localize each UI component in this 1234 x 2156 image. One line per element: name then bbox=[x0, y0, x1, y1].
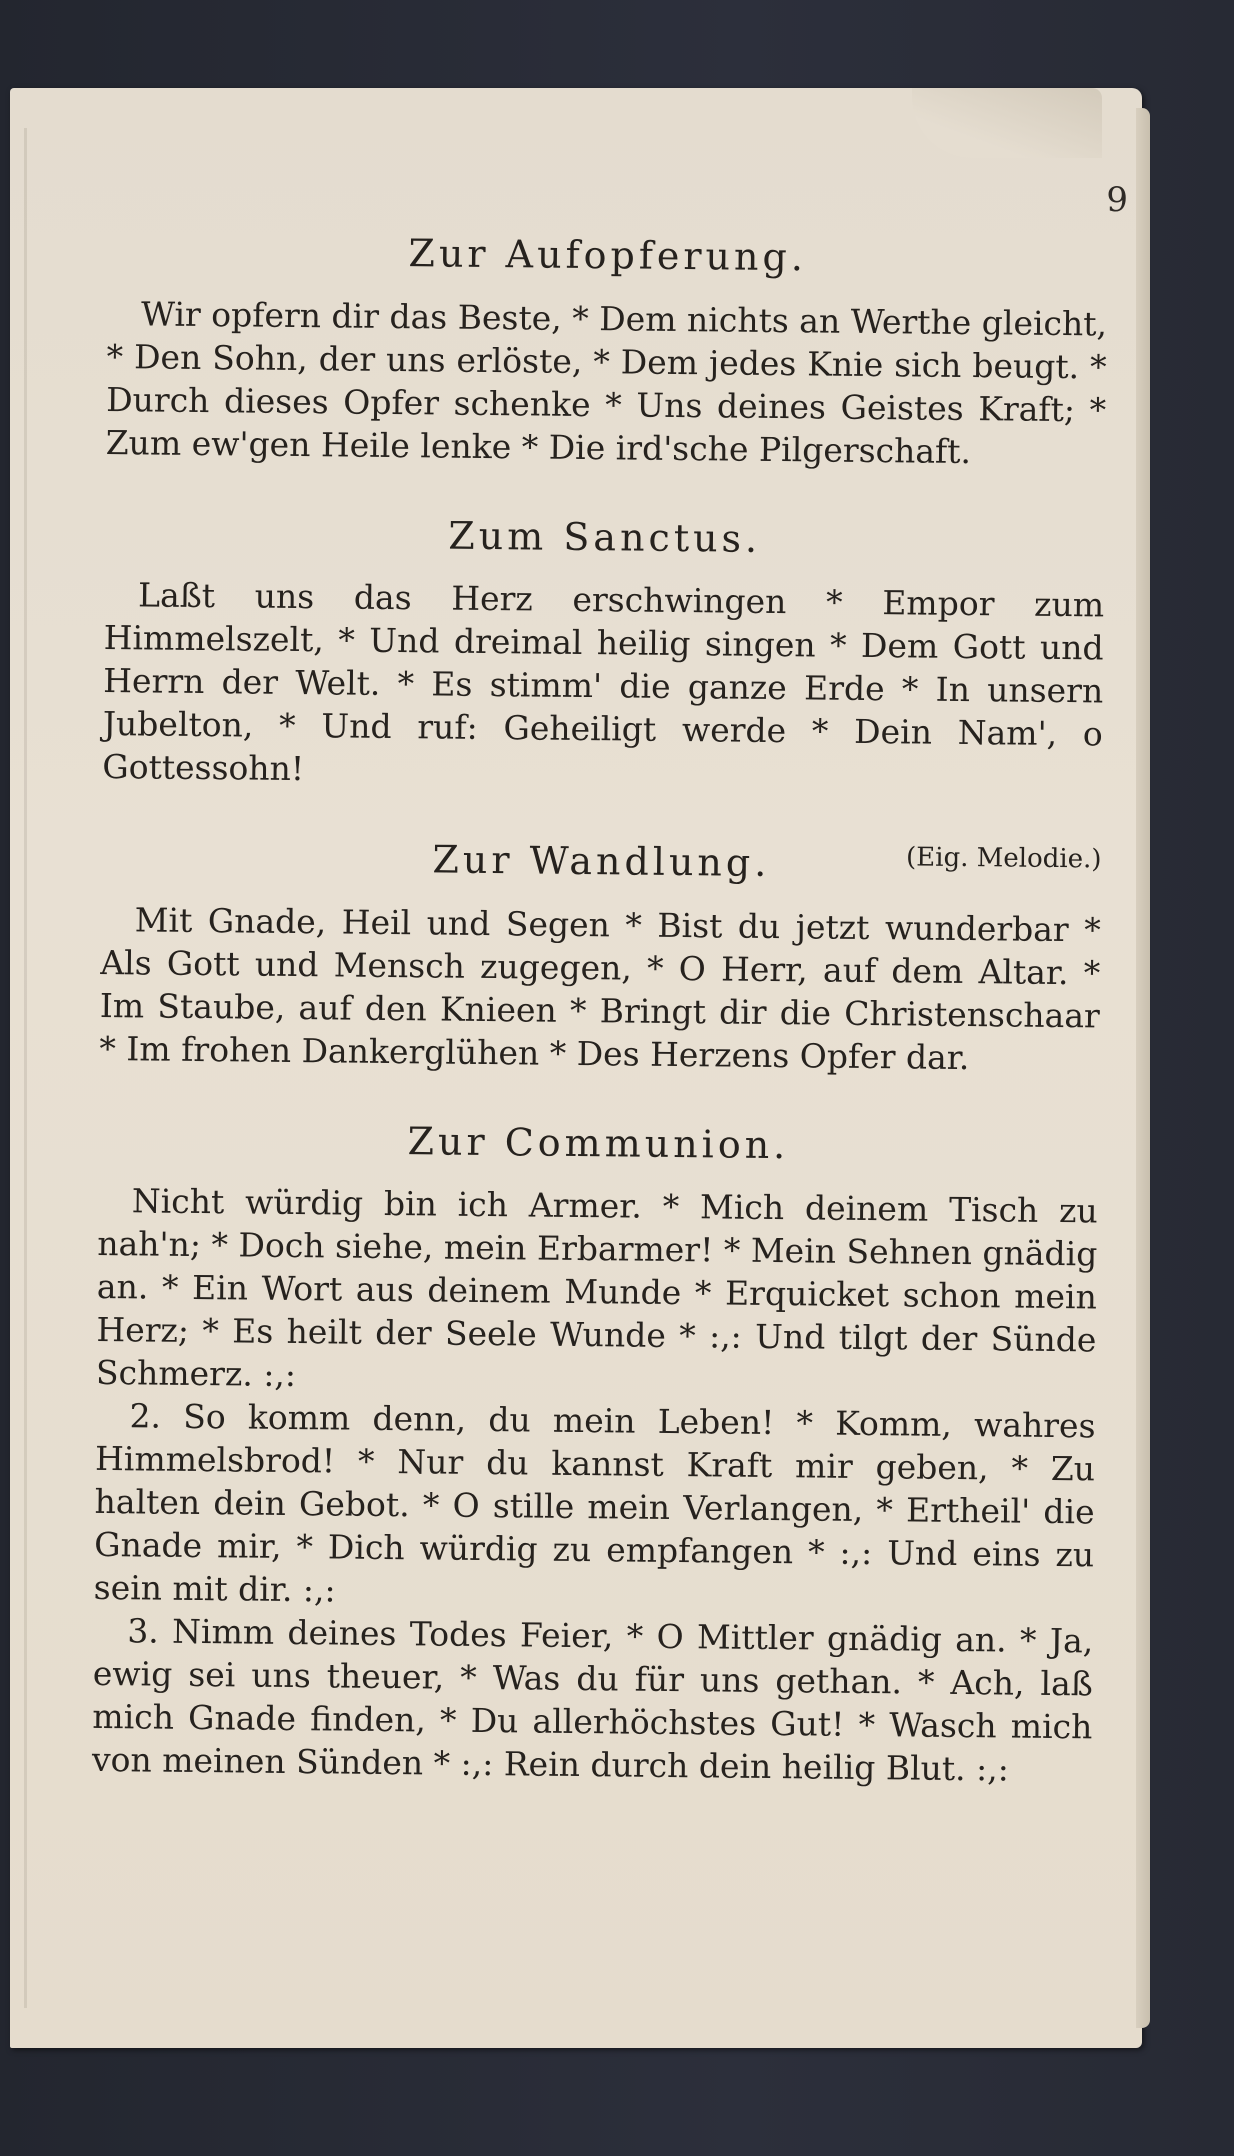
section-communion bbox=[92, 1116, 1099, 1792]
section-heading-row bbox=[101, 834, 1101, 890]
section-paragraph: Laßt uns das Herz erschwingen * Empor zum Himmelszelt, * Und dreimal heilig singen * Dem Gott und Herrn der Welt. * Es stimm' die ganze Erde * In unsern Jubelton, * Und ruf: Geheiligt werde * Dein Nam', o Gottessohn! bbox=[102, 575, 1105, 789]
section-title: Zur Communion. bbox=[407, 1118, 790, 1167]
gutter-line bbox=[24, 128, 27, 2008]
page-curl bbox=[912, 88, 1102, 158]
section-wandlung bbox=[99, 834, 1101, 1080]
section-title: Zur Wandlung. bbox=[432, 837, 771, 886]
page-number: 9 bbox=[1106, 180, 1128, 220]
section-paragraph: Mit Gnade, Heil und Segen * Bist du jetzt wunderbar * Als Gott und Mensch zugegen, * O Herr, auf dem Altar. * Im Staube, auf den Knieen * Bringt dir die Christenschaar * Im frohen Dankerglühen * Des Herzens Opfer dar. bbox=[99, 900, 1101, 1077]
verse-3: 3. Nimm deines Todes Feier, * O Mittler gnädig an. * Ja, ewig sei uns theuer, * Was du für uns gethan. * Ach, laß mich Gnade finden, * Du allerhöchstes Gut! * Wasch mich von meinen Sünden * :,: Rein durch dein heilig Blut. :,: bbox=[91, 1611, 1094, 1789]
section-title: Zur Aufopferung. bbox=[408, 231, 808, 280]
verse-1: Nicht würdig bin ich Armer. * Mich deinem Tisch zu nah'n; * Doch siehe, mein Erbarmer! * Mein Sehnen gnädig an. * Ein Wort aus deinem Munde * Erquicket schon mein Herz; * Es heilt der Seele Wunde * :,: Und tilgt der Sünde Schmerz. :,: bbox=[95, 1181, 1098, 1395]
melody-note: (Eig. Melodie.) bbox=[905, 842, 1102, 875]
page-edge bbox=[1136, 108, 1150, 2028]
book-page bbox=[10, 88, 1142, 2048]
section-sanctus bbox=[102, 510, 1105, 799]
section-paragraph: Wir opfern dir das Beste, * Dem nichts an Werthe gleicht, * Den Sohn, der uns erlöste, * Dem jedes Knie sich beugt. * Durch dieses Opfer schenke * Uns deines Geistes Kraft; * Zum ew'gen Heile lenke * Die ird'sche Pilgerschaft. bbox=[105, 293, 1108, 471]
section-aufopferung bbox=[106, 228, 1108, 474]
verse-2: 2. So komm denn, du mein Leben! * Komm, wahres Himmelsbrod! * Nur du kannst Kraft mir geben, * Zu halten dein Gebot. * O stille mein Verlangen, * Ertheil' die Gnade mir, * Dich würdig zu empfangen * :,: Und eins zu sein mit dir. :,: bbox=[93, 1396, 1096, 1610]
section-title: Zum Sanctus. bbox=[448, 513, 762, 561]
page-content bbox=[91, 228, 1108, 1838]
